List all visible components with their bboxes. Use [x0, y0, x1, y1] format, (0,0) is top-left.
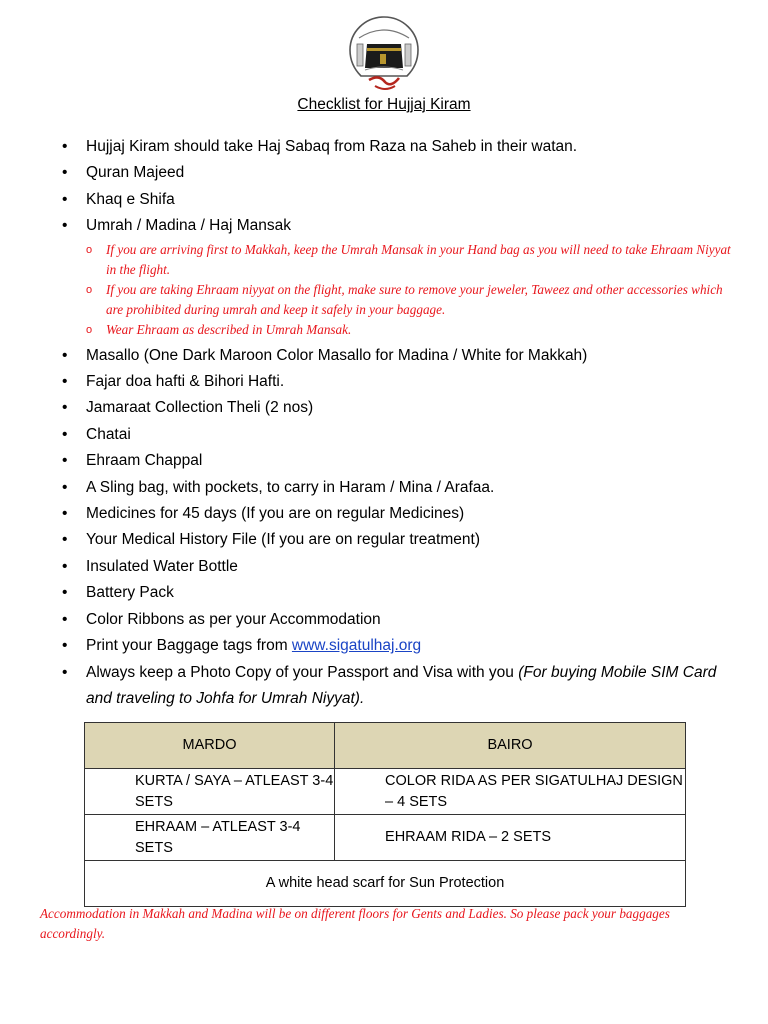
- table-footer-row: [85, 861, 686, 907]
- list-item: • Insulated Water Bottle: [60, 554, 740, 580]
- list-item: • Hujjaj Kiram should take Haj Sabaq from Raza na Saheb in their watan.: [60, 134, 740, 160]
- table-footer-cell: A white head scarf for Sun Protection: [85, 861, 686, 907]
- accommodation-note: Accommodation in Makkah and Madina will be on different floors for Gents and Ladies. So please pack your baggages accordingly.: [40, 906, 670, 941]
- table-header-mardo: MARDO: [85, 723, 335, 769]
- baggage-text: Print your Baggage tags from: [86, 637, 292, 655]
- sub-list: [60, 240, 740, 340]
- list-item: • Chatai: [60, 422, 740, 448]
- kaaba-emblem-icon: [345, 14, 423, 94]
- list-item: • Umrah / Madina / Haj Mansak: [60, 213, 740, 239]
- page-title: Checklist for Hujjaj Kiram: [297, 96, 471, 113]
- table-cell: EHRAAM RIDA – 2 SETS: [335, 815, 686, 861]
- sub-list-item: o If you are arriving first to Makkah, keep the Umrah Mansak in your Hand bag as you will need to take Ehraam Niyyat in the flight.: [60, 240, 740, 280]
- list-item: • Quran Majeed: [60, 160, 740, 186]
- list-item: • Khaq e Shifa: [60, 187, 740, 213]
- list-item: • Battery Pack: [60, 580, 740, 606]
- table-cell: KURTA / SAYA – ATLEAST 3-4 SETS: [85, 769, 335, 815]
- table-cell: EHRAAM – ATLEAST 3-4 SETS: [85, 815, 335, 861]
- list-item: • Your Medical History File (If you are on regular treatment): [60, 527, 740, 553]
- passport-note: (For buying Mobile SIM Card and traveling to Johfa for Umrah Niyyat).: [86, 663, 717, 707]
- sigatulhaj-link[interactable]: www.sigatulhaj.org: [291, 637, 422, 655]
- list-item-passport: [60, 660, 740, 713]
- list-item: • Color Ribbons as per your Accommodation: [60, 607, 740, 633]
- passport-text: Always keep a Photo Copy of your Passport and Visa with you: [86, 663, 519, 681]
- table-cell: COLOR RIDA AS PER SIGATULHAJ DESIGN – 4 SETS: [335, 769, 686, 815]
- table-header-bairo: BAIRO: [335, 723, 686, 769]
- clothing-table: [84, 722, 686, 907]
- table-header-row: [85, 723, 686, 769]
- table-row: [85, 769, 686, 815]
- sub-list-item: o Wear Ehraam as described in Umrah Mansak.: [60, 320, 740, 340]
- checklist: [60, 134, 740, 712]
- list-item: • A Sling bag, with pockets, to carry in Haram / Mina / Arafaa.: [60, 475, 740, 501]
- list-item: • Masallo (One Dark Maroon Color Masallo for Madina / White for Makkah): [60, 343, 740, 369]
- table-row: [85, 815, 686, 861]
- list-item: • Ehraam Chappal: [60, 448, 740, 474]
- list-item-baggage: [60, 633, 740, 659]
- list-item: • Medicines for 45 days (If you are on regular Medicines): [60, 501, 740, 527]
- list-item: • Fajar doa hafti & Bihori Hafti.: [60, 369, 740, 395]
- list-item: • Jamaraat Collection Theli (2 nos): [60, 395, 740, 421]
- sub-list-item: o If you are taking Ehraam niyyat on the flight, make sure to remove your jeweler, Taweez and other accessories which are prohibited during umrah and keep it safely in your baggage.: [60, 280, 740, 320]
